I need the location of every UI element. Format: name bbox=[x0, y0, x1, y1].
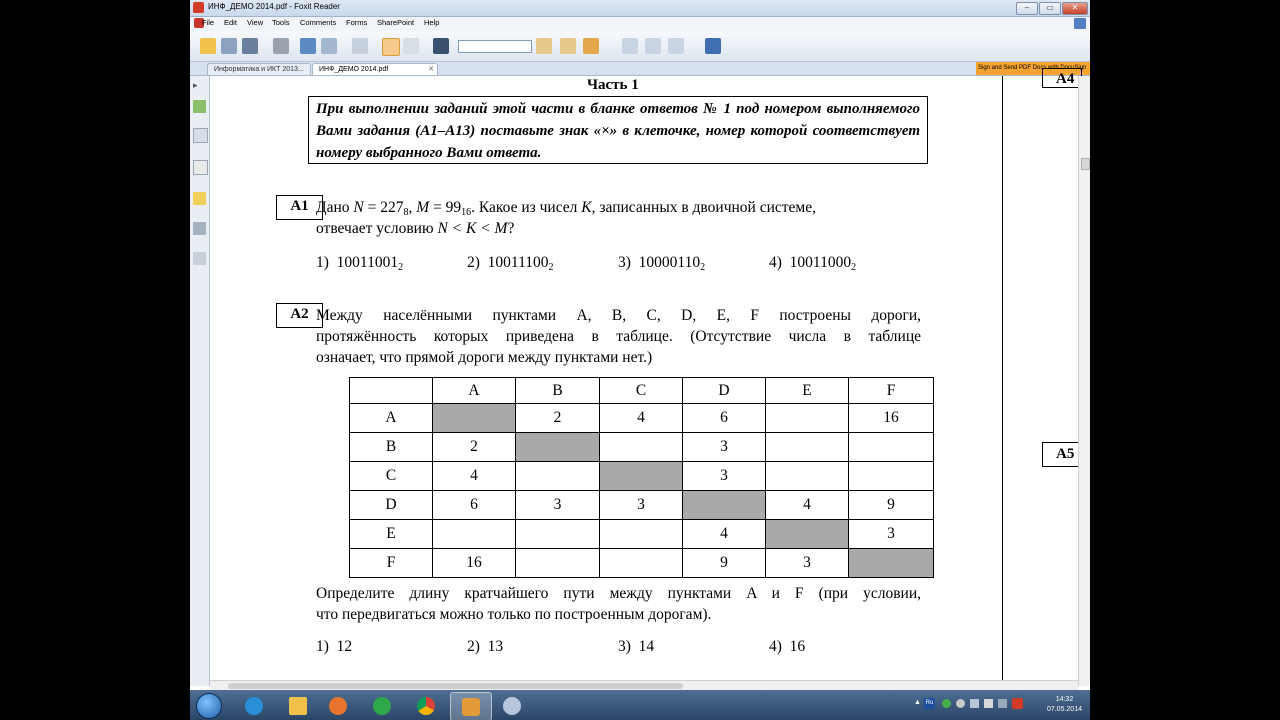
tab-bar bbox=[190, 62, 1090, 76]
docusign-icon[interactable] bbox=[705, 38, 721, 54]
a2-answer-4-num: 4) bbox=[769, 638, 782, 655]
table-cell bbox=[600, 462, 683, 491]
a1-answer-1-sub: 2 bbox=[398, 262, 404, 273]
taskbar-paint[interactable] bbox=[492, 692, 532, 719]
windows-taskbar bbox=[190, 690, 1090, 720]
table-cell: 4 bbox=[433, 462, 516, 491]
a2-answer-1 bbox=[316, 638, 352, 656]
a1-q-line2: отвечает условию bbox=[316, 220, 438, 237]
table-header-cell: B bbox=[516, 378, 600, 404]
a1-answer-2-num: 2) bbox=[467, 254, 480, 271]
horizontal-scroll-thumb[interactable] bbox=[228, 683, 683, 689]
a2-answer-2 bbox=[467, 638, 503, 656]
a1-label: А1 bbox=[290, 198, 309, 214]
language-indicator[interactable]: Ru bbox=[924, 698, 935, 709]
foxit-icon bbox=[462, 698, 480, 716]
a1-answer-2-val: 10011100 bbox=[487, 254, 549, 271]
a1-answer-3 bbox=[618, 254, 705, 272]
a1-answer-1 bbox=[316, 254, 403, 272]
minimize-button[interactable]: – bbox=[1016, 2, 1038, 15]
a1-eq1: = 227 bbox=[363, 199, 404, 216]
tray-power-icon[interactable] bbox=[998, 699, 1007, 708]
part-title: Часть 1 bbox=[587, 77, 639, 93]
tray-volume-icon[interactable] bbox=[984, 699, 993, 708]
a2-question-line3: означает, что прямой дороги между пунктами нет.) bbox=[316, 349, 653, 366]
docusign-banner[interactable]: Sign and Send PDF Docs with DocuSign bbox=[976, 62, 1090, 75]
taskbar-chrome[interactable] bbox=[406, 692, 446, 719]
table-cell bbox=[516, 549, 600, 578]
a1-q-end: ? bbox=[507, 220, 515, 237]
signatures-icon[interactable] bbox=[193, 252, 206, 265]
find-icon[interactable] bbox=[433, 38, 449, 54]
clock[interactable] bbox=[1047, 695, 1082, 715]
a1-q-part3: , записанных в двоичной системе, bbox=[591, 199, 816, 216]
a2-answer-3-num: 3) bbox=[618, 638, 631, 655]
print-icon[interactable] bbox=[273, 38, 289, 54]
save-icon[interactable] bbox=[221, 38, 237, 54]
a1-sub8: 8 bbox=[403, 207, 409, 218]
a1-answer-2 bbox=[467, 254, 554, 272]
table-row bbox=[350, 433, 934, 462]
menu-forms[interactable]: Forms bbox=[346, 18, 368, 27]
fit-page-icon[interactable] bbox=[668, 38, 684, 54]
foxit-app-icon bbox=[193, 2, 204, 13]
table-header-cell: A bbox=[433, 378, 516, 404]
instructions-text: При выполнении заданий этой части в бланке ответов № 1 под номером выполняемого Вами задания (А1–А13) поставьте знак «×» в клеточке, номер которой соответствует номеру выбранного Вами ответа. bbox=[316, 101, 920, 161]
a1-comma: , bbox=[408, 199, 417, 216]
a1-q-part2: . Какое из чисел bbox=[471, 199, 582, 216]
table-row-label: F bbox=[350, 549, 433, 578]
table-cell: 2 bbox=[516, 404, 600, 433]
menu-view[interactable]: View bbox=[247, 18, 264, 27]
table-cell bbox=[600, 549, 683, 578]
tab-inf-demo[interactable] bbox=[312, 63, 438, 75]
a2-followup-line1: Определите длину кратчайшего пути между пунктами A и F (при условии, bbox=[316, 585, 921, 602]
menu-bar bbox=[190, 17, 1090, 31]
tray-monitor-icon[interactable] bbox=[970, 699, 979, 708]
a2-label: А2 bbox=[290, 306, 309, 322]
expand-panel-icon[interactable]: ▸ bbox=[193, 80, 198, 90]
a2-answer-4 bbox=[769, 638, 805, 656]
table-row-label: E bbox=[350, 520, 433, 549]
a1-question-line1 bbox=[316, 199, 816, 217]
email-icon[interactable] bbox=[321, 38, 337, 54]
highlight-icon[interactable] bbox=[583, 38, 599, 54]
table-cell: 6 bbox=[433, 491, 516, 520]
foxit-reader-window bbox=[190, 0, 1090, 720]
a1-var-k: K bbox=[581, 199, 592, 216]
a1-answer-4 bbox=[769, 254, 856, 272]
table-row-label: A bbox=[350, 404, 433, 433]
hand-tool-icon[interactable] bbox=[382, 38, 400, 56]
a1-sub16: 16 bbox=[461, 207, 472, 218]
a1-var-m: M bbox=[416, 199, 430, 216]
window-title: ИНФ_ДЕМО 2014.pdf - Foxit Reader bbox=[208, 2, 340, 11]
rotate-icon[interactable] bbox=[645, 38, 661, 54]
find-next-icon[interactable] bbox=[560, 38, 576, 54]
tab-close-icon[interactable]: ✕ bbox=[428, 66, 434, 73]
table-cell: 3 bbox=[683, 433, 766, 462]
tray-app-icon[interactable] bbox=[942, 699, 951, 708]
mail-agent-icon bbox=[373, 697, 391, 715]
tab-informatika[interactable] bbox=[207, 63, 311, 75]
taskbar-foxit[interactable] bbox=[450, 692, 492, 720]
layers-icon[interactable] bbox=[193, 160, 208, 175]
table-row bbox=[350, 520, 934, 549]
a1-answer-2-sub: 2 bbox=[548, 262, 554, 273]
table-cell: 16 bbox=[433, 549, 516, 578]
menu-edit[interactable]: Edit bbox=[224, 18, 237, 27]
paint-icon bbox=[503, 697, 521, 715]
zoom-in-icon[interactable] bbox=[622, 38, 638, 54]
a1-condition: N < K < M bbox=[437, 220, 508, 237]
right-label-a5: А5 bbox=[1042, 442, 1082, 467]
ie-icon bbox=[245, 697, 263, 715]
table-cell bbox=[433, 520, 516, 549]
table-cell bbox=[683, 491, 766, 520]
table-cell bbox=[849, 433, 934, 462]
table-cell bbox=[849, 462, 934, 491]
table-cell: 4 bbox=[766, 491, 849, 520]
clock-time: 14:32 bbox=[1055, 696, 1074, 703]
close-window-button[interactable]: ✕ bbox=[1062, 2, 1088, 15]
table-cell: 3 bbox=[683, 462, 766, 491]
find-previous-icon[interactable] bbox=[536, 38, 552, 54]
a2-answer-1-val: 12 bbox=[336, 638, 353, 655]
tray-network-icon[interactable] bbox=[956, 699, 965, 708]
taskbar-mail-agent[interactable] bbox=[362, 692, 402, 719]
table-row bbox=[350, 549, 934, 578]
system-tray bbox=[910, 690, 1090, 720]
tray-expand-icon[interactable]: ▲ bbox=[914, 699, 921, 706]
open-folder-icon[interactable] bbox=[200, 38, 216, 54]
table-row-label: C bbox=[350, 462, 433, 491]
table-cell bbox=[600, 433, 683, 462]
taskbar-explorer[interactable] bbox=[278, 692, 318, 719]
tab-inf-demo-label: ИНФ_ДЕМО 2014.pdf bbox=[319, 66, 389, 73]
a1-answer-1-val: 10011001 bbox=[336, 254, 399, 271]
a2-answer-2-val: 13 bbox=[487, 638, 504, 655]
menu-file[interactable]: File bbox=[202, 18, 215, 27]
table-header-cell: E bbox=[766, 378, 849, 404]
tray-foxit-icon[interactable] bbox=[1012, 698, 1023, 709]
a1-var-n: N bbox=[353, 199, 364, 216]
a1-eq2: = 99 bbox=[429, 199, 462, 216]
table-cell: 3 bbox=[849, 520, 934, 549]
table-cell bbox=[849, 549, 934, 578]
a1-q-part1: Дано bbox=[316, 199, 354, 216]
attachments-icon[interactable] bbox=[193, 222, 206, 235]
vertical-scrollbar[interactable] bbox=[1078, 76, 1090, 686]
a2-question-line1: Между населёнными пунктами A, B, C, D, E, F построены дороги, bbox=[316, 307, 921, 324]
a1-answer-1-num: 1) bbox=[316, 254, 329, 271]
a1-answer-4-val: 10011000 bbox=[789, 254, 852, 271]
table-cell bbox=[766, 404, 849, 433]
table-cell bbox=[516, 520, 600, 549]
save-as-icon[interactable] bbox=[242, 38, 258, 54]
bookmarks-icon[interactable] bbox=[193, 100, 206, 113]
a2-answer-1-num: 1) bbox=[316, 638, 329, 655]
a1-answer-3-val: 10000110 bbox=[638, 254, 701, 271]
table-cell: 16 bbox=[849, 404, 934, 433]
pages-icon[interactable] bbox=[193, 128, 208, 143]
table-cell bbox=[766, 433, 849, 462]
search-input[interactable] bbox=[458, 40, 532, 53]
a1-answer-3-num: 3) bbox=[618, 254, 631, 271]
table-row bbox=[350, 404, 934, 433]
table-cell bbox=[433, 404, 516, 433]
menu-comments[interactable]: Comments bbox=[300, 18, 337, 27]
a1-answer-4-num: 4) bbox=[769, 254, 782, 271]
table-cell: 9 bbox=[849, 491, 934, 520]
table-cell: 9 bbox=[683, 549, 766, 578]
comments-icon[interactable] bbox=[193, 192, 206, 205]
table-row bbox=[350, 491, 934, 520]
a2-answer-3-val: 14 bbox=[638, 638, 655, 655]
table-cell: 2 bbox=[433, 433, 516, 462]
table-cell bbox=[766, 520, 849, 549]
table-header-cell: F bbox=[849, 378, 934, 404]
document-view[interactable] bbox=[210, 71, 1078, 686]
table-header-cell: D bbox=[683, 378, 766, 404]
screen-icon[interactable] bbox=[300, 38, 316, 54]
right-label-a4: А4 bbox=[1042, 68, 1082, 88]
table-cell: 3 bbox=[600, 491, 683, 520]
a2-followup-line2: что передвигаться можно только по построенным дорогам). bbox=[316, 606, 712, 623]
title-bar bbox=[190, 0, 1090, 17]
table-cell bbox=[600, 520, 683, 549]
table-header-cell bbox=[350, 378, 433, 404]
start-button[interactable] bbox=[196, 693, 222, 719]
distance-table bbox=[349, 377, 934, 578]
a2-answer-3 bbox=[618, 638, 654, 656]
a1-answer-3-sub: 2 bbox=[700, 262, 706, 273]
clock-date: 07.05.2014 bbox=[1046, 706, 1082, 713]
a2-answer-4-val: 16 bbox=[789, 638, 806, 655]
table-cell: 3 bbox=[766, 549, 849, 578]
table-cell bbox=[516, 433, 600, 462]
a2-question-line2: протяжённость которых приведена в таблице. (Отсутствие числа в таблице bbox=[316, 328, 921, 345]
table-header-cell: C bbox=[600, 378, 683, 404]
table-cell: 4 bbox=[683, 520, 766, 549]
table-row-label: D bbox=[350, 491, 433, 520]
navigation-panel bbox=[190, 76, 210, 686]
vertical-scroll-thumb[interactable] bbox=[1081, 158, 1090, 170]
a1-answer-4-sub: 2 bbox=[851, 262, 857, 273]
select-text-icon[interactable] bbox=[403, 38, 419, 54]
menu-help[interactable]: Help bbox=[424, 18, 440, 27]
tab-informatika-label: Информатика и ИКТ 2013... bbox=[214, 66, 304, 73]
table-cell bbox=[766, 462, 849, 491]
maximize-button[interactable]: ▭ bbox=[1039, 2, 1061, 15]
toolbar bbox=[190, 31, 1090, 62]
table-header-row bbox=[350, 378, 934, 404]
page-edge bbox=[1002, 76, 1003, 680]
media-player-icon bbox=[329, 697, 347, 715]
table-cell: 6 bbox=[683, 404, 766, 433]
a2-answer-2-num: 2) bbox=[467, 638, 480, 655]
window-mode-icon[interactable] bbox=[1074, 18, 1086, 29]
taskbar-media[interactable] bbox=[318, 692, 358, 719]
table-cell: 3 bbox=[516, 491, 600, 520]
page-view-icon[interactable] bbox=[352, 38, 368, 54]
menu-sharepoint[interactable]: SharePoint bbox=[377, 18, 415, 27]
chrome-icon bbox=[417, 697, 435, 715]
taskbar-ie[interactable] bbox=[234, 692, 274, 719]
a1-question-line2 bbox=[316, 220, 514, 238]
folder-icon bbox=[289, 697, 307, 715]
menu-tools[interactable]: Tools bbox=[272, 18, 290, 27]
table-cell bbox=[516, 462, 600, 491]
table-cell: 4 bbox=[600, 404, 683, 433]
table-row bbox=[350, 462, 934, 491]
table-row-label: B bbox=[350, 433, 433, 462]
